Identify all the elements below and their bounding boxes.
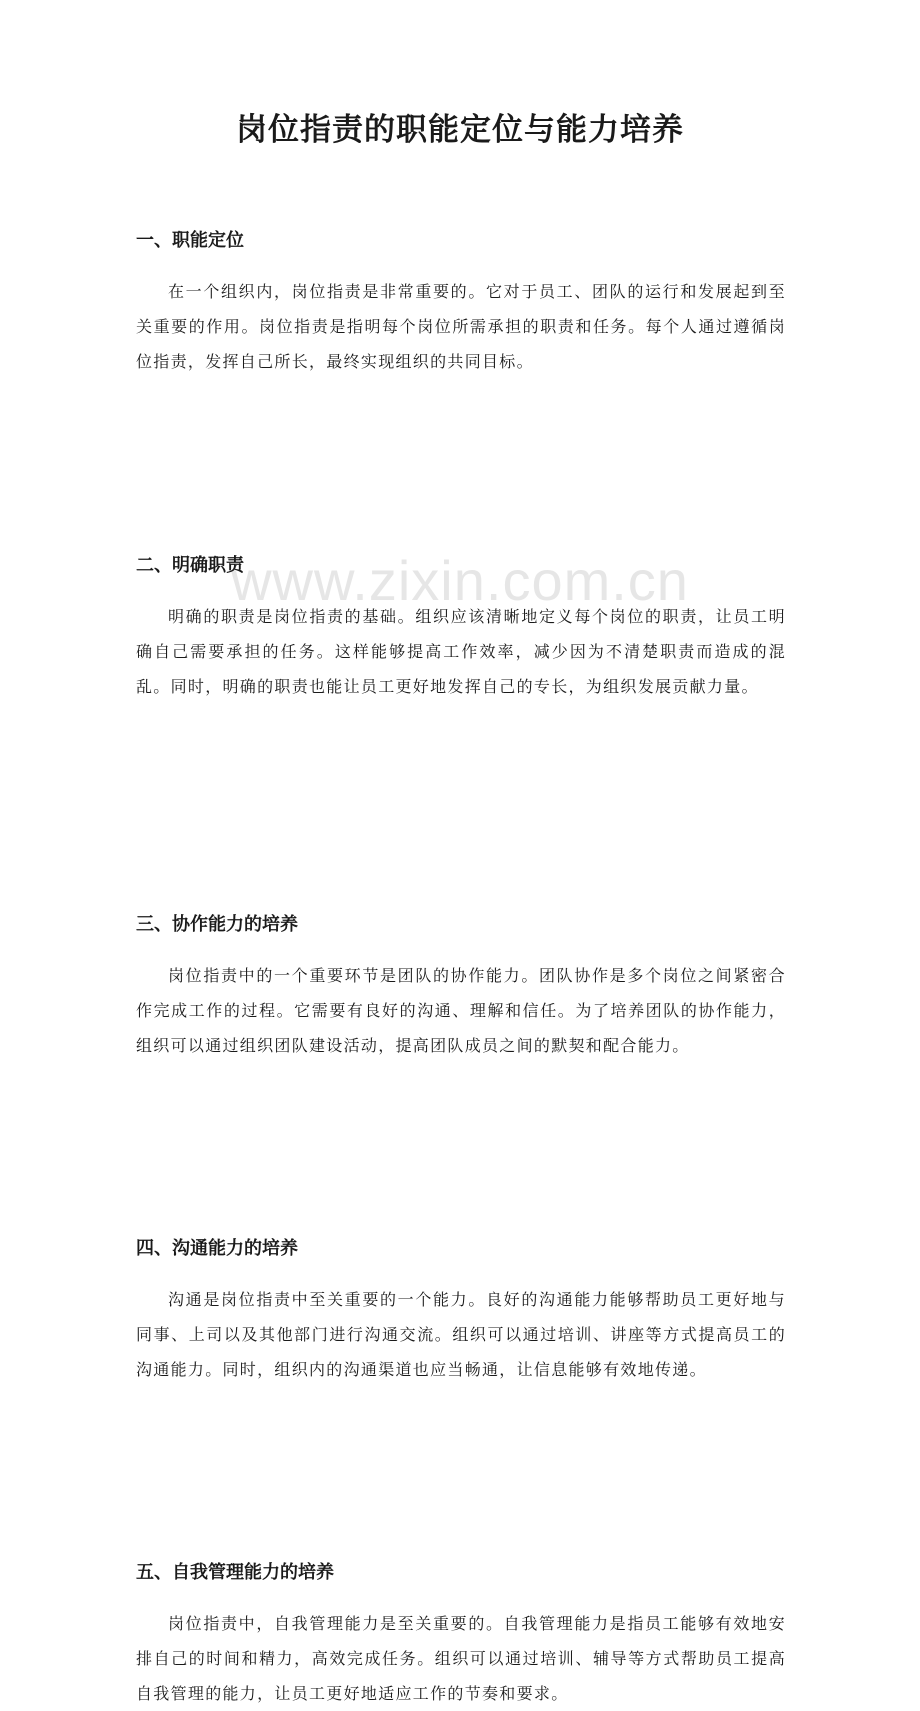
- section-5: [136, 1560, 786, 1711]
- section-paragraph: 沟通是岗位指责中至关重要的一个能力。良好的沟通能力能够帮助员工更好地与同事、上司以及其他部门进行沟通交流。组织可以通过培训、讲座等方式提高员工的沟通能力。同时，组织内的沟通渠道也应当畅通，让信息能够有效地传递。: [136, 1290, 786, 1379]
- section-heading: 五、自我管理能力的培养: [136, 1562, 334, 1583]
- section-heading: 三、协作能力的培养: [136, 914, 298, 935]
- section-1: [136, 228, 786, 379]
- page-title: 岗位指责的职能定位与能力培养: [236, 112, 684, 148]
- section-4: [136, 1236, 786, 1387]
- section-paragraph: 明确的职责是岗位指责的基础。组织应该清晰地定义每个岗位的职责，让员工明确自己需要承担的任务。这样能够提高工作效率，减少因为不清楚职责而造成的混乱。同时，明确的职责也能让员工更好地发挥自己的专长，为组织发展贡献力量。: [136, 607, 786, 696]
- section-paragraph: 岗位指责中的一个重要环节是团队的协作能力。团队协作是多个岗位之间紧密合作完成工作的过程。它需要有良好的沟通、理解和信任。为了培养团队的协作能力，组织可以通过组织团队建设活动，提高团队成员之间的默契和配合能力。: [136, 966, 786, 1055]
- section-3: [136, 912, 786, 1063]
- section-paragraph: 岗位指责中，自我管理能力是至关重要的。自我管理能力是指员工能够有效地安排自己的时间和精力，高效完成任务。组织可以通过培训、辅导等方式帮助员工提高自我管理的能力，让员工更好地适应工作的节奏和要求。: [136, 1614, 786, 1703]
- section-heading: 一、职能定位: [136, 230, 244, 251]
- section-heading: 二、明确职责: [136, 555, 244, 576]
- section-paragraph: 在一个组织内，岗位指责是非常重要的。它对于员工、团队的运行和发展起到至关重要的作用。岗位指责是指明每个岗位所需承担的职责和任务。每个人通过遵循岗位指责，发挥自己所长，最终实现组织的共同目标。: [136, 282, 786, 371]
- section-heading: 四、沟通能力的培养: [136, 1238, 298, 1259]
- section-2: [136, 553, 786, 704]
- watermark-text: www.zixin.com.cn: [231, 549, 689, 612]
